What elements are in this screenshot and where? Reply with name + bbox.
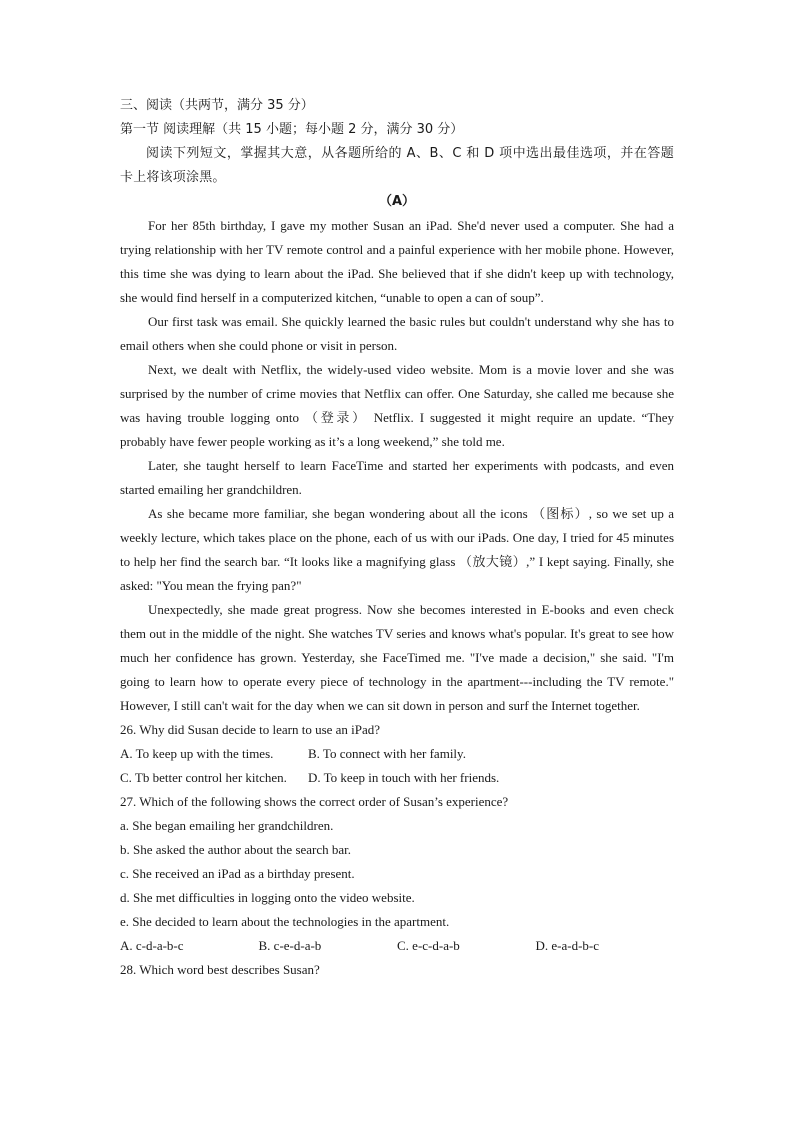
question-27-item-c: c. She received an iPad as a birthday present. — [120, 866, 355, 881]
question-27-option-b: B. c-e-d-a-b — [258, 938, 322, 953]
section-title: 三、阅读（共两节，满分 35 分） — [120, 98, 314, 113]
question-26-options-row-2 — [120, 766, 674, 790]
passage-paragraph-6: Unexpectedly, she made great progress. Now she becomes interested in E-books and even check them out in the middle of the night. She watches TV series and knows what's popular. It's great to see how much her confidence has grown. Yesterday, she FaceTimed me. "I've made a decision," she said. "I'm going to learn how to operate every piece of technology in the apartment---including the TV remote." However, I still can't wait for the day when we can sit down in person and surf the Internet together. — [120, 602, 674, 713]
question-27 — [120, 790, 674, 958]
instructions: 阅读下列短文，掌握其大意，从各题所给的 A、B、C 和 D 项中选出最佳选项，并在答题卡上将该项涂黑。 — [120, 146, 674, 185]
question-27-options — [120, 934, 674, 958]
question-27-item-a: a. She began emailing her grandchildren. — [120, 818, 334, 833]
passage-paragraph-5: As she became more familiar, she began wondering about all the icons （图标）, so we set up a weekly lecture, which takes place on the phone, each of us with our iPads. One day, I tried for 45 minutes to help her find the search bar. “It looks like a magnifying glass （放大镜）,” I kept saying. Finally, she asked: "You mean the frying pan?" — [120, 506, 674, 593]
subsection-title: 第一节 阅读理解（共 15 小题；每小题 2 分，满分 30 分） — [120, 122, 464, 137]
question-28-stem: 28. Which word best describes Susan? — [120, 962, 320, 977]
exam-page — [120, 94, 674, 982]
question-26-stem: 26. Why did Susan decide to learn to use an iPad? — [120, 722, 381, 737]
question-27-item-e: e. She decided to learn about the technologies in the apartment. — [120, 914, 450, 929]
question-28 — [120, 958, 674, 982]
question-26-option-c: C. Tb better control her kitchen. — [120, 770, 287, 785]
passage-paragraph-2: Our first task was email. She quickly learned the basic rules but couldn't understand why she has to email others when she could phone or visit in person. — [120, 314, 674, 353]
question-26-option-b: B. To connect with her family. — [308, 746, 466, 761]
question-27-item-b: b. She asked the author about the search bar. — [120, 842, 352, 857]
question-26 — [120, 718, 674, 790]
passage-label: （A） — [378, 194, 416, 209]
question-27-item-d: d. She met difficulties in logging onto the video website. — [120, 890, 415, 905]
question-26-options-row-1 — [120, 742, 674, 766]
question-26-option-a: A. To keep up with the times. — [120, 746, 274, 761]
question-27-option-c: C. e-c-d-a-b — [397, 938, 460, 953]
passage-paragraph-1: For her 85th birthday, I gave my mother Susan an iPad. She'd never used a computer. She had a trying relationship with her TV remote control and a painful experience with her mobile phone. However, this time she was dying to learn about the iPad. She believed that if she didn't keep up with technology, she would find herself in a computerized kitchen, “unable to open a can of soup”. — [120, 218, 674, 305]
question-27-stem: 27. Which of the following shows the correct order of Susan’s experience? — [120, 794, 509, 809]
question-26-option-d: D. To keep in touch with her friends. — [308, 770, 500, 785]
passage-paragraph-4: Later, she taught herself to learn FaceTime and started her experiments with podcasts, and even started emailing her grandchildren. — [120, 458, 674, 497]
question-27-option-d: D. e-a-d-b-c — [535, 938, 600, 953]
passage-paragraph-3: Next, we dealt with Netflix, the widely-used video website. Mom is a movie lover and she was surprised by the number of crime movies that Netflix can offer. One Saturday, she called me because she was having trouble logging onto （登录） Netflix. I suggested it might require an update. “They probably have fewer people working as it’s a long weekend,” she told me. — [120, 362, 674, 449]
question-27-option-a: A. c-d-a-b-c — [120, 938, 184, 953]
